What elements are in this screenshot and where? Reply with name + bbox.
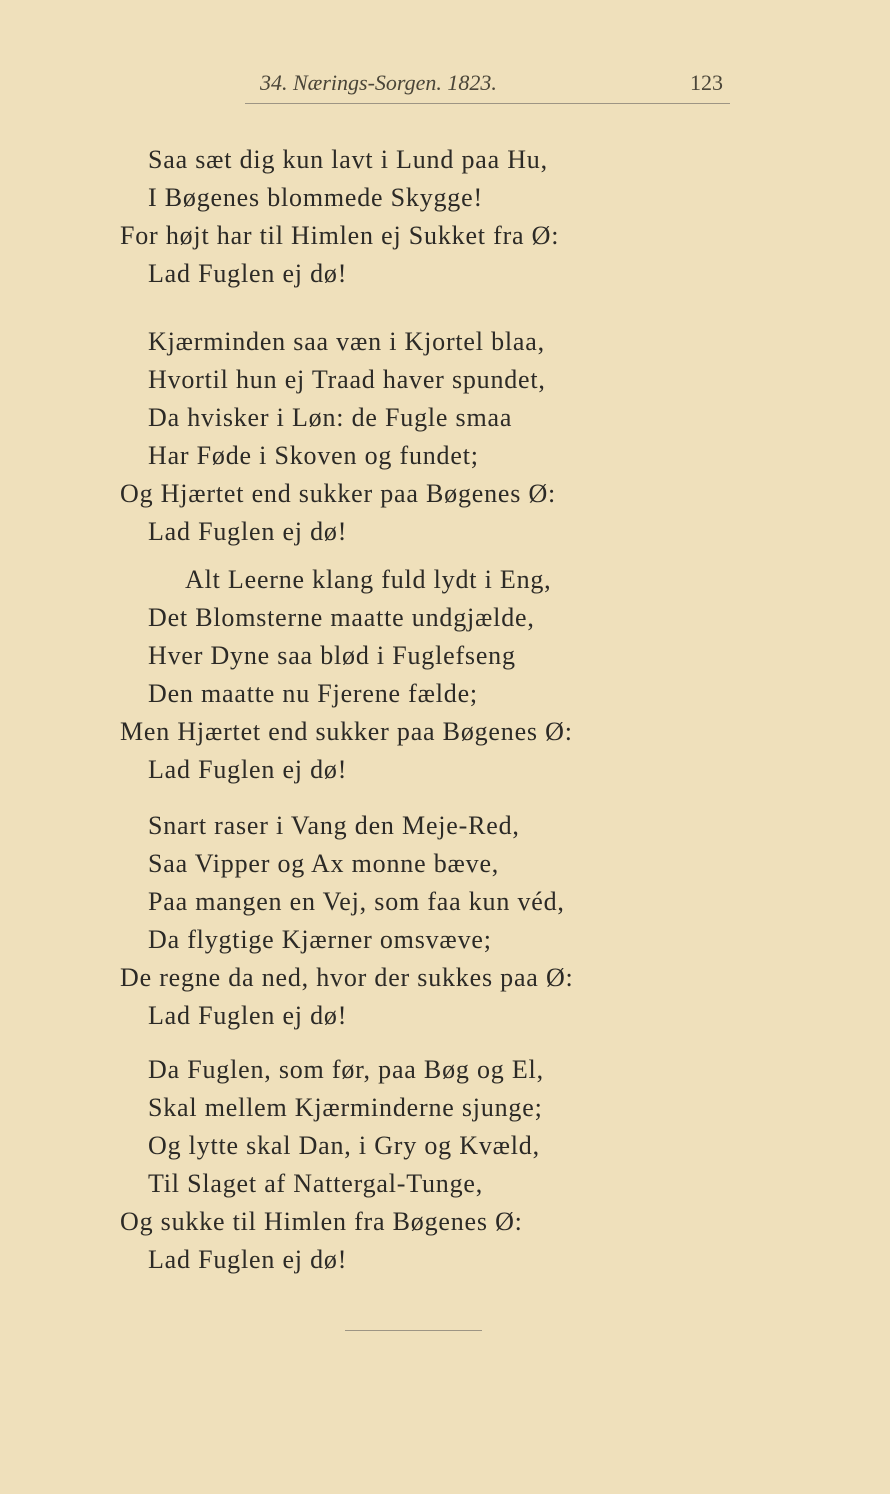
refrain-line: Lad Fuglen ej dø! [148,1001,348,1030]
verse-line: Da flygtige Kjærner omsvæve; [148,925,492,954]
running-header [0,70,890,100]
verse-line: Da Fuglen, som før, paa Bøg og El, [148,1055,544,1084]
verse-line: Og lytte skal Dan, i Gry og Kvæld, [148,1131,540,1160]
verse-line: For højt har til Himlen ej Sukket fra Ø: [120,221,560,250]
refrain-line: Lad Fuglen ej dø! [148,517,348,546]
verse-line: Den maatte nu Fjerene fælde; [148,679,478,708]
verse-line: Da hvisker i Løn: de Fugle smaa [148,403,513,432]
verse-line: Har Føde i Skoven og fundet; [148,441,479,470]
verse-line: Skal mellem Kjærminderne sjunge; [148,1093,543,1122]
header-rule [245,103,730,104]
verse-line: Det Blomsterne maatte undgjælde, [148,603,535,632]
end-rule [345,1330,482,1331]
verse-line: Og Hjærtet end sukker paa Bøgenes Ø: [120,479,557,508]
verse-line: Kjærminden saa væn i Kjortel blaa, [148,327,545,356]
verse-line: Hver Dyne saa blød i Fuglefseng [148,641,516,670]
running-title: 34. Nærings-Sorgen. 1823. [260,70,497,95]
refrain-line: Lad Fuglen ej dø! [148,259,348,288]
verse-line: Saa sæt dig kun lavt i Lund paa Hu, [148,145,548,174]
verse-line: Paa mangen en Vej, som faa kun véd, [148,887,565,916]
verse-line: Saa Vipper og Ax monne bæve, [148,849,500,878]
verse-line: Til Slaget af Nattergal-Tunge, [148,1169,484,1198]
verse-line: Snart raser i Vang den Meje-Red, [148,811,520,840]
page-number: 123 [690,70,723,95]
verse-line: I Bøgenes blommede Skygge! [148,183,483,212]
refrain-line: Lad Fuglen ej dø! [148,1245,348,1274]
verse-line: Alt Leerne klang fuld lydt i Eng, [185,565,552,594]
refrain-line: Lad Fuglen ej dø! [148,755,348,784]
verse-line: Men Hjærtet end sukker paa Bøgenes Ø: [120,717,573,746]
verse-line: De regne da ned, hvor der sukkes paa Ø: [120,963,574,992]
verse-line: Hvortil hun ej Traad haver spundet, [148,365,546,394]
verse-line: Og sukke til Himlen fra Bøgenes Ø: [120,1207,523,1236]
